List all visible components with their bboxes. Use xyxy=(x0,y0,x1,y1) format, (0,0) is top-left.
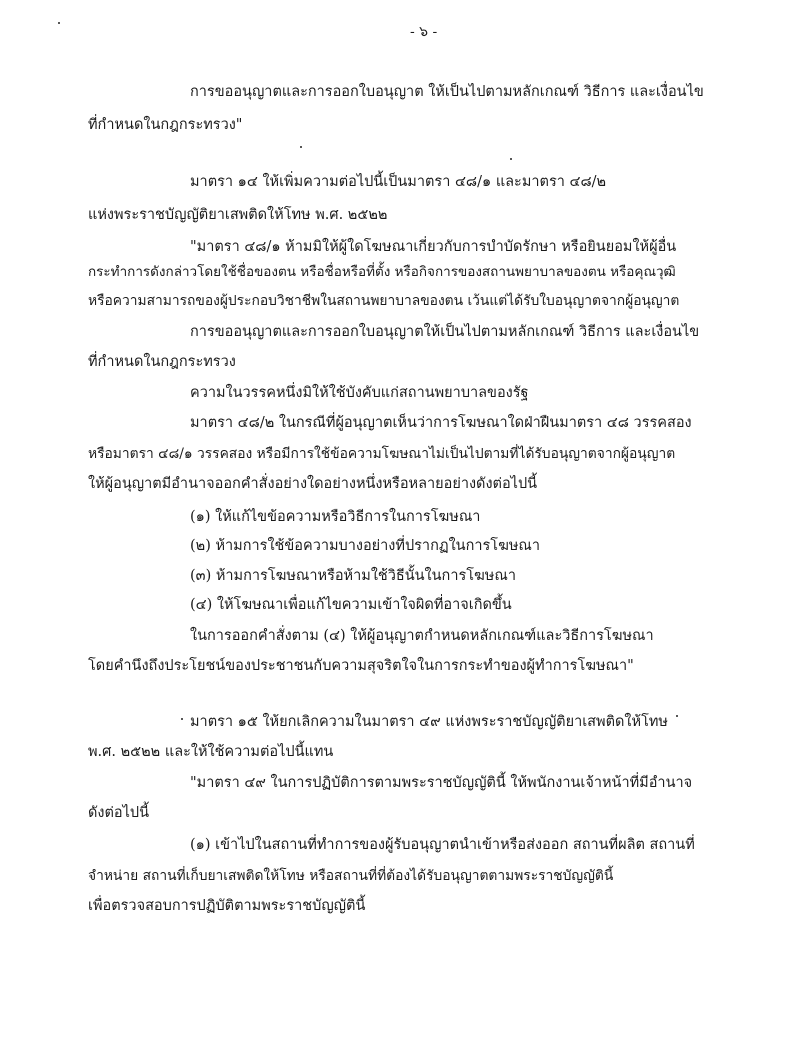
text-line: ดังต่อไปนี้ xyxy=(88,805,150,821)
scan-speck xyxy=(510,158,512,160)
text-line: กระทำการดังกล่าวโดยใช้ชื่อของตน หรือชื่อหรือที่ตั้ง หรือกิจการของสถานพยาบาลของตน หรือคุณวุฒิ xyxy=(88,264,676,280)
text-line: มาตรา ๔๘/๒ ในกรณีที่ผู้อนุญาตเห็นว่าการโฆษณาใดฝ่าฝืนมาตรา ๔๘ วรรคสอง xyxy=(190,415,692,431)
text-line: ให้ผู้อนุญาตมีอำนาจออกคำสั่งอย่างใดอย่างหนึ่งหรือหลายอย่างดังต่อไปนี้ xyxy=(88,476,538,492)
list-item: (๑) ให้แก้ไขข้อความหรือวิธีการในการโฆษณา xyxy=(190,509,481,525)
scan-speck xyxy=(676,715,678,717)
scan-speck xyxy=(300,146,302,148)
text-line: ที่กำหนดในกฎกระทรวง" xyxy=(88,117,243,133)
text-line: "มาตรา ๔๘/๑ ห้ามมิให้ผู้ใดโฆษณาเกี่ยวกับการบำบัดรักษา หรือยินยอมให้ผู้อื่น xyxy=(190,239,677,255)
text-line: จำหน่าย สถานที่เก็บยาเสพติดให้โทษ หรือสถานที่ที่ต้องได้รับอนุญาตตามพระราชบัญญัตินี้ xyxy=(88,868,614,884)
list-item: (๔) ให้โฆษณาเพื่อแก้ไขความเข้าใจผิดที่อาจเกิดขึ้น xyxy=(190,597,512,613)
text-line: เพื่อตรวจสอบการปฏิบัติตามพระราชบัญญัตินี้ xyxy=(88,898,366,914)
list-item: (๒) ห้ามการใช้ข้อความบางอย่างที่ปรากฏในการโฆษณา xyxy=(190,538,540,554)
text-line: พ.ศ. ๒๕๒๒ และให้ใช้ความต่อไปนี้แทน xyxy=(88,744,334,760)
text-line: ที่กำหนดในกฎกระทรวง xyxy=(88,354,236,370)
list-item: (๓) ห้ามการโฆษณาหรือห้ามใช้วิธีนั้นในการโฆษณา xyxy=(190,568,516,584)
text-line: การขออนุญาตและการออกใบอนุญาตให้เป็นไปตามหลักเกณฑ์ วิธีการ และเงื่อนไข xyxy=(190,324,700,340)
list-item: (๑) เข้าไปในสถานที่ทำการของผู้รับอนุญาตนำเข้าหรือส่งออก สถานที่ผลิต สถานที่ xyxy=(190,837,695,853)
scan-speck xyxy=(181,718,183,720)
scan-speck xyxy=(58,22,60,24)
text-line: ความในวรรคหนึ่งมิให้ใช้บังคับแก่สถานพยาบาลของรัฐ xyxy=(190,385,529,401)
text-line: มาตรา ๑๕ ให้ยกเลิกความในมาตรา ๔๙ แห่งพระราชบัญญัติยาเสพติดให้โทษ xyxy=(190,714,668,730)
text-line: มาตรา ๑๔ ให้เพิ่มความต่อไปนี้เป็นมาตรา ๔๘/๑ และมาตรา ๔๘/๒ xyxy=(190,174,607,190)
text-line: "มาตรา ๔๙ ในการปฏิบัติการตามพระราชบัญญัตินี้ ให้พนักงานเจ้าหน้าที่มีอำนาจ xyxy=(190,775,693,791)
text-line: ในการออกคำสั่งตาม (๔) ให้ผู้อนุญาตกำหนดหลักเกณฑ์และวิธีการโฆษณา xyxy=(190,628,654,644)
text-line: หรือความสามารถของผู้ประกอบวิชาชีพในสถานพยาบาลของตน เว้นแต่ได้รับใบอนุญาตจากผู้อนุญาต xyxy=(88,293,680,309)
text-line: โดยคำนึงถึงประโยชน์ของประชาชนกับความสุจริตใจในการกระทำของผู้ทำการโฆษณา" xyxy=(88,658,634,674)
text-line: หรือมาตรา ๔๘/๑ วรรคสอง หรือมีการใช้ข้อความโฆษณาไม่เป็นไปตามที่ได้รับอนุญาตจากผู้อนุญาต xyxy=(88,446,676,462)
text-line: แห่งพระราชบัญญัติยาเสพติดให้โทษ พ.ศ. ๒๕๒๒ xyxy=(88,207,388,223)
page-number: - ๖ - xyxy=(410,24,438,40)
text-line: การขออนุญาตและการออกใบอนุญาต ให้เป็นไปตามหลักเกณฑ์ วิธีการ และเงื่อนไข xyxy=(190,84,704,100)
